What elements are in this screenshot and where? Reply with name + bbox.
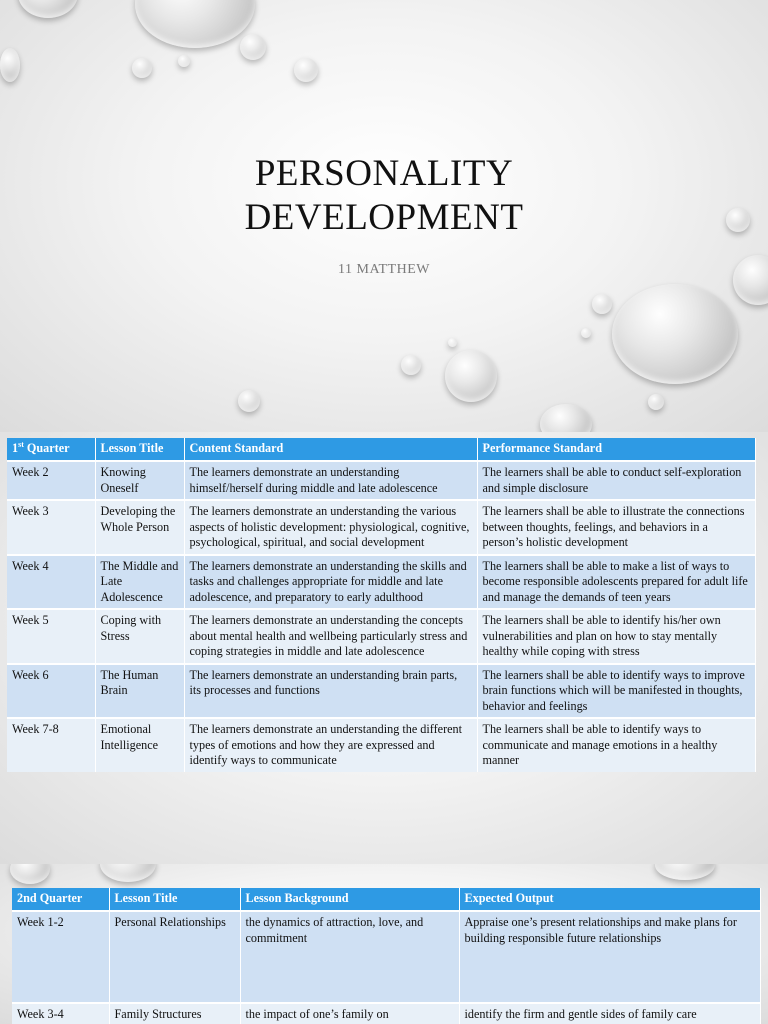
cell-content: The learners demonstrate an understanding the various aspects of holistic development: physiological, cognitive, psychological, spiritual, and social development bbox=[184, 500, 477, 555]
cell-performance: The learners shall be able to identify ways to improve brain functions which will be manifested in thoughts, behavior and feelings bbox=[477, 664, 755, 719]
slide-subtitle: 11 MATTHEW bbox=[338, 262, 430, 277]
table-row bbox=[12, 911, 760, 1003]
table-row bbox=[7, 555, 755, 610]
table-header-row bbox=[7, 438, 755, 461]
cell-content: The learners demonstrate an understanding the different types of emotions and how they are expressed and identify ways to communicate bbox=[184, 718, 477, 772]
water-drop-decoration bbox=[18, 0, 78, 18]
header-performance-standard: Performance Standard bbox=[477, 438, 755, 461]
water-drop-decoration bbox=[401, 355, 421, 375]
title-block bbox=[0, 152, 768, 278]
slide-title bbox=[0, 152, 768, 240]
water-drop-decoration bbox=[240, 34, 266, 60]
cell-week: Week 5 bbox=[7, 609, 95, 664]
cell-content: The learners demonstrate an understanding the skills and tasks and challenges appropriate for middle and late adolescence, and preparatory to early adulthood bbox=[184, 555, 477, 610]
cell-week: Week 2 bbox=[7, 461, 95, 500]
header-expected-output: Expected Output bbox=[459, 888, 760, 911]
cell-output: Appraise one’s present relationships and make plans for building responsible future relationships bbox=[459, 911, 760, 1003]
cell-performance: The learners shall be able to identify his/her own vulnerabilities and plan on how to stay mentally healthy while coping with stress bbox=[477, 609, 755, 664]
cell-lesson: Family Structures bbox=[109, 1003, 240, 1024]
title-line-1: PERSONALITY bbox=[254, 153, 514, 194]
header-quarter: 2nd Quarter bbox=[12, 888, 109, 911]
water-drop-decoration bbox=[540, 404, 592, 432]
cell-week: Week 7-8 bbox=[7, 718, 95, 772]
water-drop-decoration bbox=[0, 48, 20, 82]
water-drop-decoration bbox=[648, 394, 664, 410]
water-drop-decoration bbox=[448, 338, 457, 347]
cell-performance: The learners shall be able to conduct self-exploration and simple disclosure bbox=[477, 461, 755, 500]
cell-performance: The learners shall be able to identify ways to communicate and manage emotions in a healthy manner bbox=[477, 718, 755, 772]
water-drop-decoration bbox=[10, 864, 50, 884]
table-row bbox=[12, 1003, 760, 1024]
cell-performance: The learners shall be able to make a list of ways to become responsible adolescents prepared for adult life and manage the demands of teen years bbox=[477, 555, 755, 610]
water-drop-decoration bbox=[655, 864, 715, 880]
cell-week: Week 4 bbox=[7, 555, 95, 610]
cell-content: The learners demonstrate an understanding himself/herself during middle and late adolescence bbox=[184, 461, 477, 500]
cell-output: identify the firm and gentle sides of family care bbox=[459, 1003, 760, 1024]
cell-content: The learners demonstrate an understanding brain parts, its processes and functions bbox=[184, 664, 477, 719]
cell-lesson: The Middle and Late Adolescence bbox=[95, 555, 184, 610]
cell-performance: The learners shall be able to illustrate the connections between thoughts, feelings, and behaviors in a person’s holistic development bbox=[477, 500, 755, 555]
cell-lesson: Coping with Stress bbox=[95, 609, 184, 664]
cell-lesson: Developing the Whole Person bbox=[95, 500, 184, 555]
header-lesson-title: Lesson Title bbox=[95, 438, 184, 461]
second-quarter-slide bbox=[0, 864, 768, 1024]
table-row bbox=[7, 609, 755, 664]
cell-week: Week 6 bbox=[7, 664, 95, 719]
table-header-row bbox=[12, 888, 760, 911]
cell-week: Week 1-2 bbox=[12, 911, 109, 1003]
water-drop-decoration bbox=[612, 284, 738, 384]
cell-lesson: Personal Relationships bbox=[109, 911, 240, 1003]
water-drop-decoration bbox=[238, 390, 260, 412]
header-quarter: 1st Quarter bbox=[7, 438, 95, 461]
water-drop-decoration bbox=[592, 294, 612, 314]
cell-background: the impact of one’s family on bbox=[240, 1003, 459, 1024]
water-drop-decoration bbox=[178, 55, 190, 67]
cell-lesson: The Human Brain bbox=[95, 664, 184, 719]
second-quarter-table bbox=[12, 888, 761, 1024]
cell-week: Week 3-4 bbox=[12, 1003, 109, 1024]
water-drop-decoration bbox=[132, 58, 152, 78]
first-quarter-slide bbox=[0, 432, 768, 864]
cell-background: the dynamics of attraction, love, and commitment bbox=[240, 911, 459, 1003]
title-slide bbox=[0, 0, 768, 432]
water-drop-decoration bbox=[581, 328, 591, 338]
table-row bbox=[7, 500, 755, 555]
header-lesson-title: Lesson Title bbox=[109, 888, 240, 911]
cell-lesson: Emotional Intelligence bbox=[95, 718, 184, 772]
table-row bbox=[7, 461, 755, 500]
water-drop-decoration bbox=[135, 0, 255, 48]
water-drop-decoration bbox=[294, 58, 318, 82]
first-quarter-table bbox=[7, 438, 756, 772]
title-line-2: DEVELOPMENT bbox=[244, 197, 524, 238]
header-content-standard: Content Standard bbox=[184, 438, 477, 461]
cell-lesson: Knowing Oneself bbox=[95, 461, 184, 500]
water-drop-decoration bbox=[445, 350, 497, 402]
water-drop-decoration bbox=[100, 864, 156, 882]
table-row bbox=[7, 718, 755, 772]
cell-content: The learners demonstrate an understanding the concepts about mental health and wellbeing particularly stress and coping strategies in middle and late adolescence bbox=[184, 609, 477, 664]
cell-week: Week 3 bbox=[7, 500, 95, 555]
header-lesson-background: Lesson Background bbox=[240, 888, 459, 911]
table-row bbox=[7, 664, 755, 719]
